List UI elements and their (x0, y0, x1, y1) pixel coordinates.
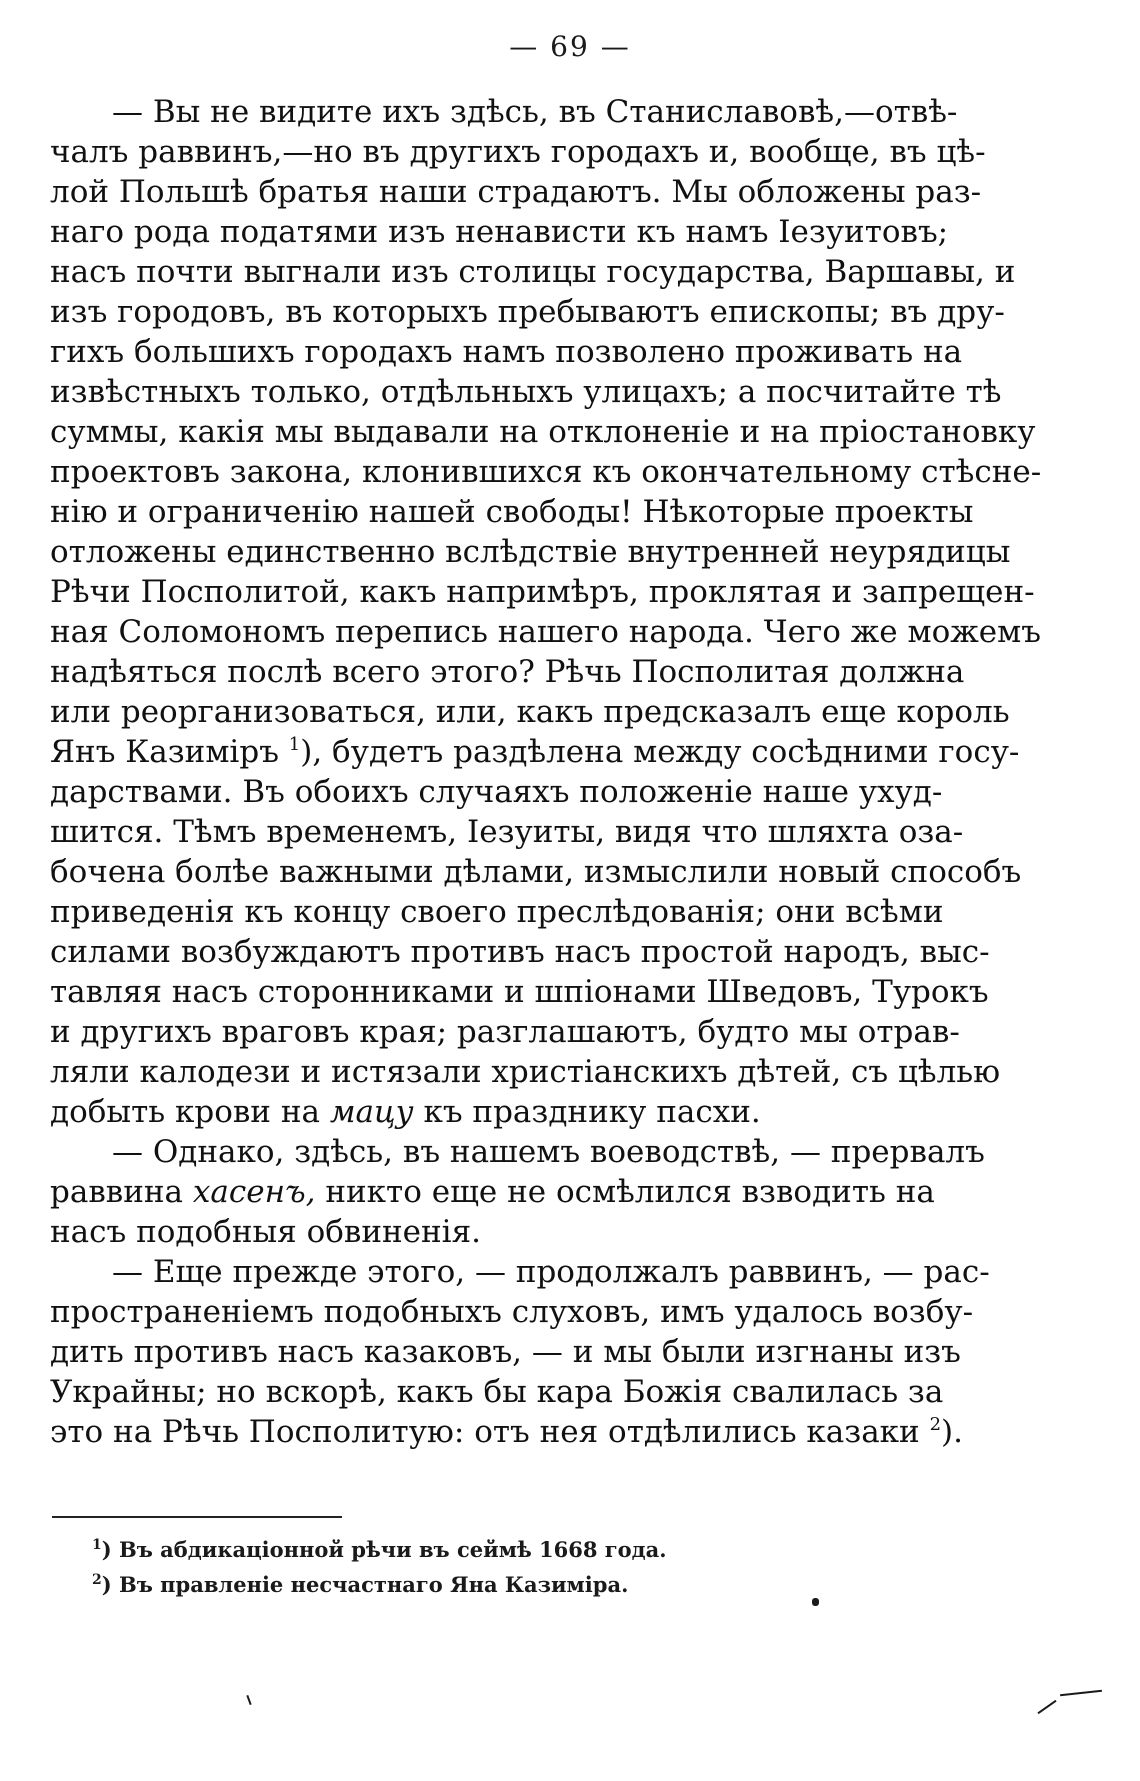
footnote-paren: ) (101, 1537, 112, 1562)
text-line: силами возбуждаютъ противъ насъ простой народъ, выс- (50, 934, 990, 970)
text-line: — Еще прежде этого, — продолжалъ раввинъ, — рас- (112, 1254, 990, 1290)
page-number: — 69 — (509, 30, 631, 63)
footnote-text: Въ абдикаціонной рѣчи въ сеймѣ 1668 года. (111, 1537, 667, 1562)
text-line: приведенія къ концу своего преслѣдованія; они всѣми (50, 894, 944, 930)
footnote-ref-2[interactable]: 2 (929, 1414, 942, 1435)
text-line: чалъ раввинъ,—но въ другихъ городахъ и, вообще, въ цѣ- (50, 134, 986, 170)
text-line: наго рода податями изъ ненависти къ намъ Іезуитовъ; (50, 214, 949, 250)
footnote-mark: 1 (92, 1537, 102, 1553)
text-line: дить противъ насъ казаковъ, — и мы были изгнаны изъ (50, 1334, 961, 1370)
text-line: ляли калодези и истязали христіанскихъ дѣтей, съ цѣлью (50, 1054, 1001, 1090)
footnotes (92, 1532, 872, 1602)
text-line: дарствами. Въ обоихъ случаяхъ положеніе наше ухуд- (50, 774, 943, 810)
text-fragment: ), будетъ раздѣлена между сосѣдними госу- (300, 734, 1020, 770)
text-line: насъ почти выгнали изъ столицы государства, Варшавы, и (50, 254, 1016, 290)
footnote-divider (52, 1516, 342, 1518)
text-line-with-footnote (50, 732, 1020, 772)
text-line: отложены единственно вслѣдствіе внутренней неурядицы (50, 534, 1011, 570)
text-line: тавляя насъ сторонниками и шпіонами Шведовъ, Турокъ (50, 974, 989, 1010)
text-line: лой Польшѣ братья наши страдаютъ. Мы обложены раз- (50, 174, 982, 210)
scan-speck (1060, 1690, 1102, 1696)
footnote-2 (92, 1567, 872, 1602)
text-line: Украйны; но вскорѣ, какъ бы кара Божія свалилась за (50, 1374, 944, 1410)
scan-speck (1037, 1700, 1056, 1714)
footnote-paren: ) (101, 1572, 112, 1597)
footnote-ref-1[interactable]: 1 (288, 734, 301, 755)
text-line: проектовъ закона, клонившихся къ окончательному стѣсне- (50, 454, 1042, 490)
body-text (50, 92, 1042, 1452)
text-line-with-italic (50, 1172, 935, 1212)
text-line: — Вы не видите ихъ здѣсь, въ Станиславовѣ,—отвѣ- (112, 94, 958, 130)
footnote-mark: 2 (92, 1572, 102, 1588)
text-line: извѣстныхъ только, отдѣльныхъ улицахъ; а посчитайте тѣ (50, 374, 1002, 410)
text-line: и другихъ враговъ края; разглашаютъ, будто мы отрав- (50, 1014, 960, 1050)
text-fragment: ). (941, 1414, 963, 1450)
text-fragment: добыть крови на (50, 1094, 330, 1130)
text-fragment: раввина (50, 1174, 193, 1210)
scan-speck (246, 1695, 251, 1705)
text-line: надѣяться послѣ всего этого? Рѣчь Посполитая должна (50, 654, 965, 690)
text-line: изъ городовъ, въ которыхъ пребываютъ епископы; въ дру- (50, 294, 1005, 330)
text-line: шится. Тѣмъ временемъ, Іезуиты, видя что шляхта оза- (50, 814, 964, 850)
text-line: — Однако, здѣсь, въ нашемъ воеводствѣ, — прервалъ (112, 1134, 985, 1170)
footnote-1 (92, 1532, 872, 1567)
text-line: гихъ большихъ городахъ намъ позволено проживать на (50, 334, 963, 370)
text-fragment: никто еще не осмѣлился взводить на (315, 1174, 935, 1210)
italic-word-matsu: мацу (329, 1094, 414, 1130)
text-line-with-italic (50, 1092, 895, 1132)
text-line-with-footnote (50, 1412, 963, 1452)
text-line: Рѣчи Посполитой, какъ напримѣръ, проклятая и запрещен- (50, 574, 1035, 610)
text-line: суммы, какія мы выдавали на отклоненіе и на пріостановку (50, 414, 1036, 450)
text-line: нію и ограниченію нашей свободы! Нѣкоторые проекты (50, 494, 974, 530)
footnote-text: Въ правленіе несчастнаго Яна Казиміра. (111, 1572, 629, 1597)
text-line: насъ подобныя обвиненія. (50, 1214, 482, 1250)
text-fragment: къ празднику пасхи. (413, 1094, 761, 1130)
italic-word-hasen: хасенъ, (192, 1174, 316, 1210)
text-line: ная Соломономъ перепись нашего народа. Чего же можемъ (50, 614, 1041, 650)
text-fragment: это на Рѣчь Посполитую: отъ нея отдѣлились казаки (50, 1414, 920, 1450)
text-fragment: Янъ Казиміръ (50, 734, 279, 770)
scan-speck (812, 1598, 819, 1606)
text-line: или реорганизоваться, или, какъ предсказалъ еще король (50, 694, 1010, 730)
text-line: бочена болѣе важными дѣлами, измыслили новый способъ (50, 854, 1022, 890)
text-line: пространеніемъ подобныхъ слуховъ, имъ удалось возбу- (50, 1294, 974, 1330)
